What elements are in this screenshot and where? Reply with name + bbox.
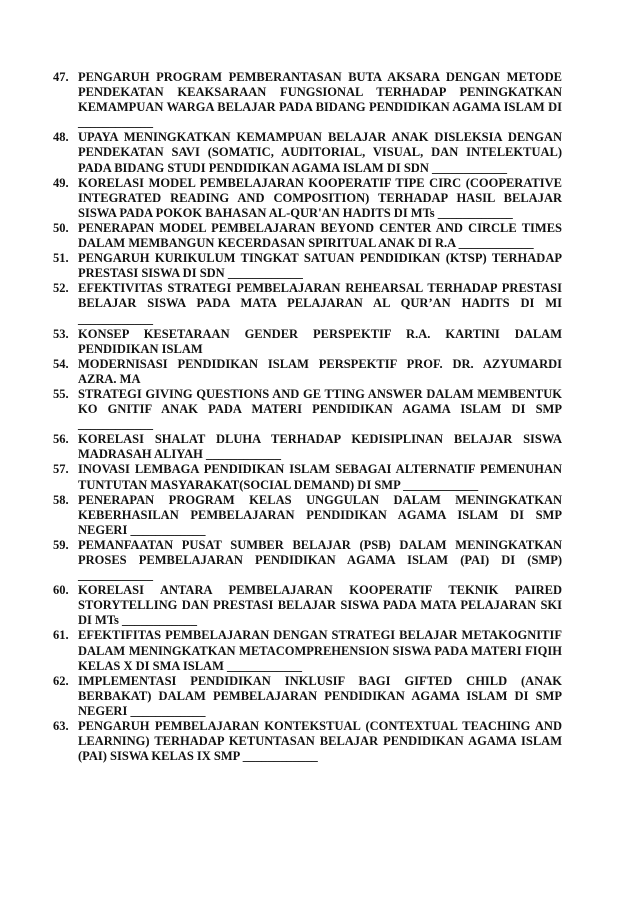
list-item-number: 63. (53, 719, 69, 734)
list-item-number: 54. (53, 356, 69, 371)
list-item-number: 50. (53, 220, 69, 235)
list-item-title: PENGARUH KURIKULUM TINGKAT SATUAN PENDIDIKAN (KTSP) TERHADAP PRESTASI SISWA DI SDN ____________ (78, 251, 562, 281)
list-item-title: KORELASI SHALAT DLUHA TERHADAP KEDISIPLINAN BELAJAR SISWA MADRASAH ALIYAH ____________ (78, 432, 562, 462)
thesis-title-list (53, 70, 562, 764)
list-item-number: 53. (53, 326, 69, 341)
list-item-title: KORELASI MODEL PEMBELAJARAN KOOPERATIF TIPE CIRC (COOPERATIVE INTEGRATED READING AND COMPOSITION) TERHADAP HASIL BELAJAR SISWA PADA POKOK BAHASAN AL-QUR'AN HADITS DI MTs ____________ (78, 175, 562, 220)
list-item (53, 251, 562, 281)
list-item-number: 47. (53, 70, 69, 84)
list-item-title: KORELASI ANTARA PEMBELAJARAN KOOPERATIF TEKNIK PAIRED STORYTELLING DAN PRESTASI BELAJAR SISWA PADA MATA PELAJARAN SKI DI MTs ____________ (78, 583, 562, 628)
list-item (53, 130, 562, 175)
list-item (53, 628, 562, 673)
list-item (53, 357, 562, 387)
list-item-number: 58. (53, 492, 69, 507)
list-item (53, 176, 562, 221)
list-item-title: IMPLEMENTASI PENDIDIKAN INKLUSIF BAGI GIFTED CHILD (ANAK BERBAKAT) DALAM PEMBELAJARAN PENDIDIKAN AGAMA ISLAM DI SMP NEGERI ____________ (78, 673, 562, 718)
list-item (53, 719, 562, 764)
list-item-number: 56. (53, 432, 69, 447)
list-item (53, 70, 562, 130)
list-item (53, 538, 562, 583)
list-item-number: 52. (53, 281, 69, 296)
list-item-title: PENERAPAN PROGRAM KELAS UNGGULAN DALAM MENINGKATKAN KEBERHASILAN PEMBELAJARAN PENDIDIKAN AGAMA ISLAM DI SMP NEGERI ____________ (78, 492, 562, 537)
list-item-title: PENGARUH PEMBELAJARAN KONTEKSTUAL (CONTEXTUAL TEACHING AND LEARNING) TERHADAP KETUNTASAN BELAJAR PENDIDIKAN AGAMA ISLAM (PAI) SISWA KELAS IX SMP ____________ (78, 719, 562, 764)
list-item-number: 59. (53, 537, 69, 552)
list-item-title: PEMANFAATAN PUSAT SUMBER BELAJAR (PSB) DALAM MENINGKATKAN PROSES PEMBELAJARAN PENDIDIKAN AGAMA ISLAM (PAI) DI (SMP) ____________ (78, 537, 562, 583)
list-item (53, 583, 562, 628)
list-item-number: 62. (53, 673, 69, 688)
list-item-number: 61. (53, 628, 69, 643)
list-item (53, 493, 562, 538)
list-item-title: INOVASI LEMBAGA PENDIDIKAN ISLAM SEBAGAI ALTERNATIF PEMENUHAN TUNTUTAN MASYARAKAT(SOCIAL DEMAND) DI SMP ____________ (78, 462, 562, 492)
list-item-title: EFEKTIFITAS PEMBELAJARAN DENGAN STRATEGI BELAJAR METAKOGNITIF DALAM MENINGKATKAN METACOMPREHENSION SISWA PADA MATERI FIQIH KELAS X DI SMA ISLAM ____________ (78, 628, 562, 673)
list-item (53, 327, 562, 357)
list-item-number: 51. (53, 251, 69, 266)
list-item-title: PENERAPAN MODEL PEMBELAJARAN BEYOND CENTER AND CIRCLE TIMES DALAM MEMBANGUN KECERDASAN SPIRITUAL ANAK DI R.A ____________ (78, 220, 562, 251)
list-item (53, 432, 562, 462)
list-item-title: UPAYA MENINGKATKAN KEMAMPUAN BELAJAR ANAK DISLEKSIA DENGAN PENDEKATAN SAVI (SOMATIC, AUDITORIAL, VISUAL, DAN INTELEKTUAL) PADA BIDANG STUDI PENDIDIKAN AGAMA ISLAM DI SDN ____________ (78, 130, 562, 175)
list-item (53, 674, 562, 719)
list-item (53, 387, 562, 432)
list-item-number: 55. (53, 386, 69, 401)
list-item-number: 57. (53, 462, 69, 477)
list-item-title: STRATEGI GIVING QUESTIONS AND GE TTING ANSWER DALAM MEMBENTUK KO GNITIF ANAK PADA MATERI PENDIDIKAN AGAMA ISLAM DI SMP ____________ (78, 386, 562, 432)
list-item-number: 49. (53, 175, 69, 190)
list-item-title: MODERNISASI PENDIDIKAN ISLAM PERSPEKTIF PROF. DR. AZYUMARDI AZRA. MA (78, 356, 562, 386)
list-item-title: PENGARUH PROGRAM PEMBERANTASAN BUTA AKSARA DENGAN METODE PENDEKATAN KEAKSARAAN FUNGSIONAL TERHADAP PENINGKATKAN KEMAMPUAN WARGA BELAJAR PADA BIDANG PENDIDIKAN AGAMA ISLAM DI ____________ (78, 70, 562, 130)
list-item (53, 221, 562, 251)
list-item-number: 48. (53, 130, 69, 145)
list-item-title: KONSEP KESETARAAN GENDER PERSPEKTIF R.A. KARTINI DALAM PENDIDIKAN ISLAM (78, 326, 562, 356)
list-item (53, 462, 562, 492)
list-item-number: 60. (53, 583, 69, 598)
list-item-title: EFEKTIVITAS STRATEGI PEMBELAJARAN REHEARSAL TERHADAP PRESTASI BELAJAR SISWA PADA MATA PELAJARAN AL QUR’AN HADITS DI MI ____________ (78, 281, 562, 326)
list-item (53, 281, 562, 326)
